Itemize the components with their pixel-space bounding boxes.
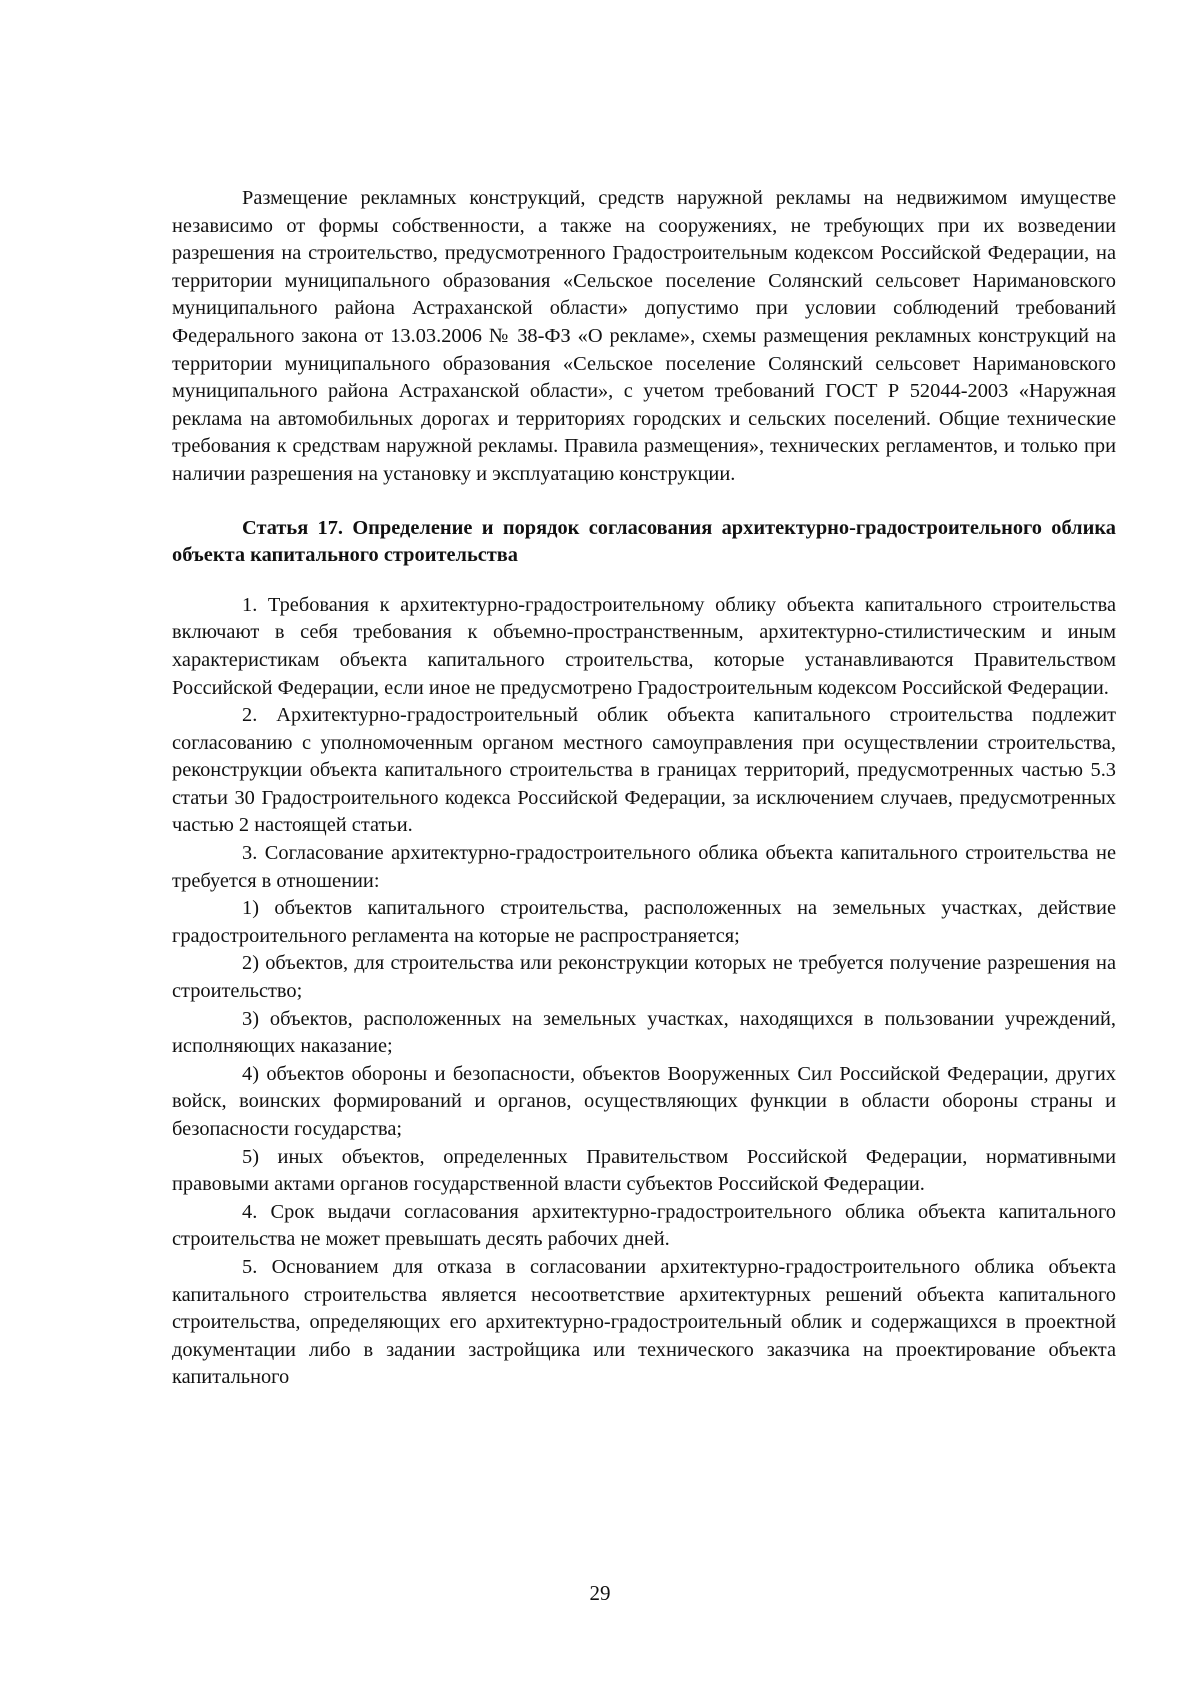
list-item-2: 2) объектов, для строительства или реконструкции которых не требуется получение разрешения на строительство;	[172, 952, 1116, 1003]
paragraph-5: 5. Основанием для отказа в согласовании архитектурно-градостроительного облика объекта капитального строительства является несоответствие архитектурных решений объекта капитального строительства, определяющих его архитектурно-градостроительный облик и содержащихся в проектной документации либо в задании застройщика или технического заказчика на проектирование объекта капитального	[172, 1255, 1116, 1389]
spacer	[172, 570, 1116, 592]
intro-paragraph: Размещение рекламных конструкций, средств наружной рекламы на недвижимом имуществе независимо от формы собственности, а также на сооружениях, не требующих при их возведении разрешения на строительство, предусмотренного Градостроительным кодексом Российской Федерации, на территории муниципального образования «Сельское поселение Солянский сельсовет Наримановского муниципального района Астраханской области» допустимо при условии соблюдений требований Федерального закона от 13.03.2006 № 38-ФЗ «О рекламе», схемы размещения рекламных конструкций на территории муниципального образования «Сельское поселение Солянский сельсовет Наримановского муниципального района Астраханской области», с учетом требований ГОСТ Р 52044-2003 «Наружная реклама на автомобильных дорогах и территориях городских и сельских поселений. Общие технические требования к средствам наружной рекламы. Правила размещения», технических регламентов, и только при наличии разрешения на установку и эксплуатацию конструкции.	[172, 187, 1116, 485]
paragraph-3: 3. Согласование архитектурно-градостроительного облика объекта капитального строительства не требуется в отношении:	[172, 842, 1116, 892]
spacer	[172, 489, 1116, 515]
list-item-5: 5) иных объектов, определенных Правительством Российской Федерации, нормативными правовыми актами органов государственной власти субъектов Российской Федерации.	[172, 1145, 1116, 1196]
page-number: 29	[589, 1581, 611, 1605]
list-item-3: 3) объектов, расположенных на земельных участках, находящихся в пользовании учреждений, исполняющих наказание;	[172, 1007, 1116, 1058]
paragraph-4: 4. Срок выдачи согласования архитектурно-градостроительного облика объекта капитального строительства не может превышать десять рабочих дней.	[172, 1200, 1116, 1251]
list-item-4: 4) объектов обороны и безопасности, объектов Вооруженных Сил Российской Федерации, других войск, воинских формирований и органов, осуществляющих функции в области обороны страны и безопасности государства;	[172, 1062, 1116, 1140]
list-item-1: 1) объектов капитального строительства, расположенных на земельных участках, действие градостроительного регламента на которые не распространяется;	[172, 897, 1116, 947]
paragraph-2: 2. Архитектурно-градостроительный облик объекта капитального строительства подлежит согласованию с уполномоченным органом местного самоуправления при осуществлении строительства, реконструкции объекта капитального строительства в границах территорий, предусмотренных частью 5.3 статьи 30 Градостроительного кодекса Российской Федерации, за исключением случаев, предусмотренных частью 2 настоящей статьи.	[172, 704, 1116, 837]
document-body	[172, 185, 1116, 1392]
article-heading: Статья 17. Определение и порядок согласования архитектурно-градостроительного облика объекта капитального строительства	[172, 516, 1116, 567]
paragraph-1: 1. Требования к архитектурно-градостроительному облику объекта капитального строительства включают в себя требования к объемно-пространственным, архитектурно-стилистическим и иным характеристикам объекта капитального строительства, которые устанавливаются Правительством Российской Федерации, если иное не предусмотрено Градостроительным кодексом Российской Федерации.	[172, 593, 1116, 699]
